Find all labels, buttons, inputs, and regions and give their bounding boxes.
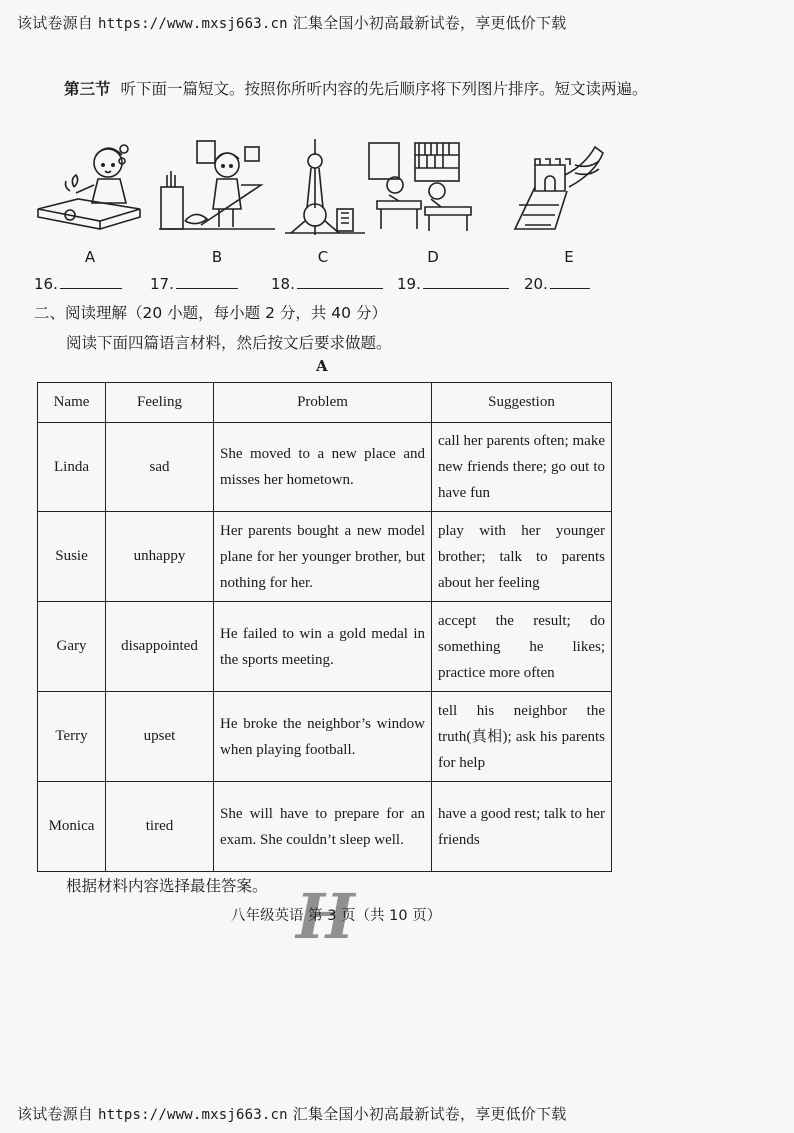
cell-suggestion: tell his neighbor the truth(真相); ask his parents for help <box>432 692 612 782</box>
table-row <box>38 602 612 692</box>
answer-blank-19[interactable]: 19. <box>397 273 509 293</box>
picture-label-e: E <box>564 248 574 266</box>
table-row <box>38 512 612 602</box>
page-footer: 八年级英语 第 3 页（共 10 页） <box>231 908 442 924</box>
reading-instruction: 阅读下面四篇语言材料，然后按文后要求做题。 <box>66 334 392 352</box>
section-label: 第三节 <box>64 80 111 98</box>
header-feeling: Feeling <box>106 383 214 423</box>
banner-url[interactable]: https://www.mxsj663.cn <box>97 1107 288 1123</box>
students-reading-icon <box>365 135 485 235</box>
listening-section-heading <box>64 73 764 106</box>
answer-blanks <box>34 273 774 295</box>
cell-name: Linda <box>38 423 106 512</box>
banner-prefix: 该试卷源自 <box>17 1105 94 1123</box>
cell-problem: He failed to win a gold medal in the sports meeting. <box>214 602 432 692</box>
answer-blank-16[interactable]: 16. <box>34 273 122 293</box>
banner-suffix: 汇集全国小初高最新试卷，享更低价下载 <box>292 1105 567 1123</box>
cell-feeling: upset <box>106 692 214 782</box>
cell-feeling: disappointed <box>106 602 214 692</box>
question-instruction: 根据材料内容选择最佳答案。 <box>66 877 268 895</box>
banner-url[interactable]: https://www.mxsj663.cn <box>97 16 288 32</box>
table-row <box>38 692 612 782</box>
table-header-row <box>38 383 612 423</box>
cell-suggestion: play with her younger brother; talk to parents about her feeling <box>432 512 612 602</box>
cell-suggestion: call her parents often; make new friends there; go out to have fun <box>432 423 612 512</box>
cell-name: Susie <box>38 512 106 602</box>
reading-part-title: 二、阅读理解（20 小题，每小题 2 分，共 40 分） <box>34 304 387 322</box>
cell-feeling: tired <box>106 782 214 872</box>
cell-suggestion: accept the result; do something he likes; practice more often <box>432 602 612 692</box>
header-name: Name <box>38 383 106 423</box>
answer-blank-17[interactable]: 17. <box>150 273 238 293</box>
banner-prefix: 该试卷源自 <box>17 14 94 32</box>
cell-suggestion: have a good rest; talk to her friends <box>432 782 612 872</box>
picture-label-a: A <box>84 248 96 266</box>
girl-planting-icon <box>30 135 150 235</box>
picture-row <box>30 135 790 265</box>
answer-blank-20[interactable]: 20. <box>524 273 590 293</box>
answer-blank-18[interactable]: 18. <box>271 273 383 293</box>
cell-problem: Her parents bought a new model plane for her younger brother, but nothing for her. <box>214 512 432 602</box>
picture-label-b: B <box>211 248 223 266</box>
picture-label-c: C <box>317 248 329 266</box>
cell-name: Monica <box>38 782 106 872</box>
source-banner-top <box>17 12 566 33</box>
girl-sweeping-icon <box>157 135 277 235</box>
cell-problem: She moved to a new place and misses her hometown. <box>214 423 432 512</box>
banner-suffix: 汇集全国小初高最新试卷，享更低价下载 <box>292 14 567 32</box>
cell-problem: He broke the neighbor’s window when playing football. <box>214 692 432 782</box>
cell-feeling: unhappy <box>106 512 214 602</box>
source-banner-bottom <box>17 1103 566 1124</box>
section-instruction: 听下面一篇短文。按照你所听内容的先后顺序将下列图片排序。短文读两遍。 <box>120 80 648 98</box>
cell-name: Gary <box>38 602 106 692</box>
great-wall-icon <box>505 135 625 235</box>
header-suggestion: Suggestion <box>432 383 612 423</box>
header-problem: Problem <box>214 383 432 423</box>
cell-problem: She will have to prepare for an exam. She couldn’t sleep well. <box>214 782 432 872</box>
cell-name: Terry <box>38 692 106 782</box>
passage-label: A <box>316 357 328 375</box>
picture-label-d: D <box>427 248 439 266</box>
cell-feeling: sad <box>106 423 214 512</box>
table-row <box>38 423 612 512</box>
feelings-table <box>37 382 612 872</box>
table-row <box>38 782 612 872</box>
watermark-h: H <box>296 880 355 953</box>
